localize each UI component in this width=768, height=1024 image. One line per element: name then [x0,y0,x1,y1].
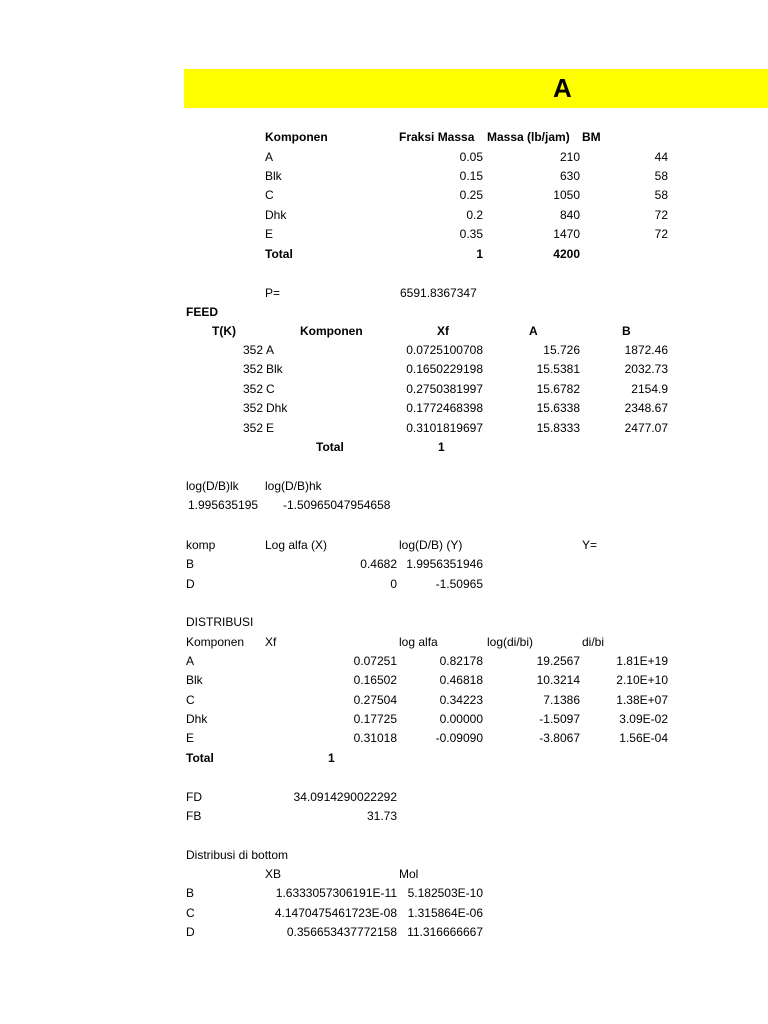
bottom-xb: 4.1470475461723E-08 [274,906,397,920]
regression-header-komp: komp [186,538,216,552]
distribusi-komponen: Dhk [186,712,208,726]
bottom-title: Distribusi di bottom [186,848,289,862]
bottom-komp: B [186,886,195,900]
feed-xf: 0.2750381997 [406,382,483,396]
feed-temp: 352 [242,382,263,396]
logdb-lk-header: log(D/B)lk [186,479,239,493]
distribusi-dibi: 1.56E-04 [619,731,668,745]
feed-xf: 0.1650229198 [406,362,483,376]
regression-header-x: Log alfa (X) [265,538,328,552]
col-header-bm: BM [582,130,601,144]
component-name: Dhk [265,208,287,222]
bottom-xb: 1.6333057306191E-11 [275,886,397,900]
distribusi-xf: 0.07251 [353,654,397,668]
col-header-massa: Massa (lb/jam) [487,130,570,144]
distribusi-log-alfa: -0.09090 [435,731,483,745]
regression-x: 0 [390,577,397,591]
distribusi-log-dibi: 19.2567 [536,654,580,668]
component-name: A [265,150,274,164]
bottom-xb: 0.356653437772158 [286,925,397,939]
bm-cell: 44 [654,150,668,164]
distribusi-komponen: C [186,693,195,707]
bm-cell: 58 [654,169,668,183]
col-header-komponen: Komponen [265,130,328,144]
feed-header-tk: T(K) [212,324,236,338]
feed-a: 15.6338 [536,401,580,415]
total-label: Total [265,247,293,261]
fd-label: FD [186,790,202,804]
logdb-lk-value: 1.995635195 [188,498,259,512]
feed-header-xf: Xf [437,324,449,338]
distribusi-xf: 0.17725 [353,712,397,726]
distribusi-log-alfa: 0.82178 [439,654,483,668]
bottom-komp: C [186,906,195,920]
total-fraksi: 1 [476,247,483,261]
distribusi-dibi: 1.38E+07 [616,693,668,707]
distribusi-log-alfa: 0.46818 [439,673,483,687]
feed-a: 15.8333 [536,421,580,435]
distribusi-header-komponen: Komponen [186,635,245,649]
regression-y: -1.50965 [435,577,483,591]
component-name: Blk [265,169,282,183]
bottom-mol: 5.182503E-10 [407,886,483,900]
distribusi-total-label: Total [186,751,214,765]
feed-xf: 0.3101819697 [406,421,483,435]
total-massa: 4200 [553,247,580,261]
pressure-value: 6591.8367347 [400,286,477,300]
component-name: E [265,227,274,241]
bottom-header-mol: Mol [399,867,419,881]
distribusi-xf: 0.27504 [353,693,397,707]
fb-label: FB [186,809,202,823]
distribusi-header-log-dibi: log(di/bi) [487,635,534,649]
distribusi-komponen: Blk [186,673,203,687]
feed-komponen: A [266,343,275,357]
component-name: C [265,188,274,202]
fraksi-massa-cell: 0.15 [459,169,483,183]
feed-a: 15.5381 [536,362,580,376]
col-header-fraksi-massa: Fraksi Massa [399,130,475,144]
distribusi-header-dibi: di/bi [582,635,605,649]
massa-cell: 1470 [553,227,580,241]
regression-header-y: log(D/B) (Y) [399,538,463,552]
feed-b: 2032.73 [624,362,668,376]
massa-cell: 630 [559,169,580,183]
distribusi-dibi: 1.81E+19 [616,654,668,668]
distribusi-dibi: 3.09E-02 [619,712,668,726]
regression-y: 1.9956351946 [406,557,483,571]
feed-header-komponen: Komponen [300,324,363,338]
regression-komp: D [186,577,195,591]
feed-temp: 352 [242,401,263,415]
distribusi-title: DISTRIBUSI [186,615,254,629]
feed-komponen: Blk [266,362,283,376]
feed-komponen: Dhk [266,401,288,415]
regression-komp: B [186,557,195,571]
distribusi-log-alfa: 0.34223 [439,693,483,707]
fraksi-massa-cell: 0.35 [459,227,483,241]
bottom-komp: D [186,925,195,939]
distribusi-log-dibi: -1.5097 [539,712,580,726]
distribusi-log-dibi: 10.3214 [536,673,580,687]
feed-b: 2154.9 [631,382,668,396]
distribusi-xf: 0.16502 [353,673,397,687]
massa-cell: 210 [559,150,580,164]
feed-header-a: A [529,324,538,338]
distribusi-xf: 0.31018 [353,731,397,745]
logdb-hk-value: -1.50965047954658 [283,498,391,512]
fraksi-massa-cell: 0.25 [459,188,483,202]
feed-xf: 0.1772468398 [406,401,483,415]
feed-temp: 352 [242,343,263,357]
feed-komponen: E [266,421,275,435]
feed-b: 1872.46 [624,343,668,357]
feed-total-value: 1 [438,440,445,454]
fraksi-massa-cell: 0.2 [466,208,483,222]
distribusi-header-log-alfa: log alfa [399,635,438,649]
distribusi-dibi: 2.10E+10 [616,673,668,687]
feed-a: 15.726 [543,343,580,357]
feed-temp: 352 [242,421,263,435]
distribusi-log-alfa: 0.00000 [439,712,483,726]
feed-a: 15.6782 [536,382,580,396]
regression-x: 0.4682 [360,557,397,571]
distribusi-header-xf: Xf [265,635,277,649]
distribusi-log-dibi: 7.1386 [543,693,580,707]
massa-cell: 1050 [553,188,580,202]
feed-komponen: C [266,382,275,396]
feed-xf: 0.0725100708 [406,343,483,357]
bm-cell: 72 [654,208,668,222]
regression-header-yeq: Y= [582,538,598,552]
distribusi-komponen: A [186,654,195,668]
fd-value: 34.0914290022292 [293,790,397,804]
bm-cell: 72 [654,227,668,241]
fb-value: 31.73 [366,809,397,823]
feed-b: 2477.07 [624,421,668,435]
feed-title: FEED [186,305,219,319]
feed-total-label: Total [316,440,344,454]
distribusi-log-dibi: -3.8067 [539,731,580,745]
massa-cell: 840 [559,208,580,222]
logdb-hk-header: log(D/B)hk [265,479,322,493]
feed-header-b: B [622,324,631,338]
bottom-mol: 11.316666667 [407,925,483,939]
bottom-header-xb: XB [265,867,282,881]
bottom-mol: 1.315864E-06 [407,906,483,920]
fraksi-massa-cell: 0.05 [459,150,483,164]
distribusi-komponen: E [186,731,195,745]
banner-title: A [553,73,572,103]
pressure-label: P= [265,286,281,300]
feed-b: 2348.67 [624,401,668,415]
bm-cell: 58 [654,188,668,202]
header-banner [184,69,768,108]
distribusi-total-value: 1 [328,751,335,765]
feed-temp: 352 [242,362,263,376]
